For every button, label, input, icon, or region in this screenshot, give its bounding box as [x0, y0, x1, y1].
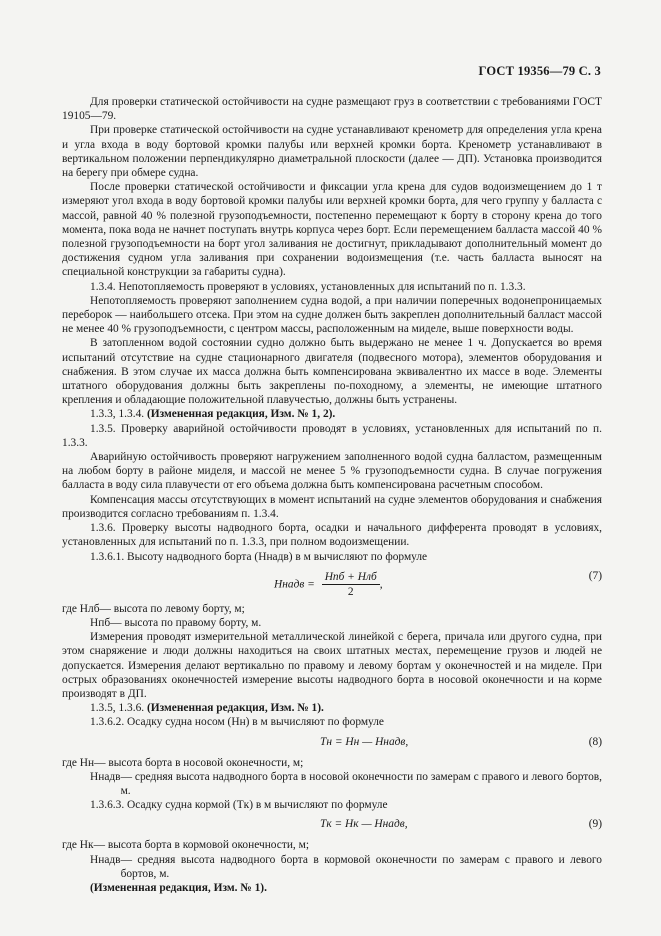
- formula-number: (7): [588, 569, 602, 582]
- definition-text: — средняя высота надводного борта в носовой оконечности по замерам с правого и левого бортов, м.: [120, 770, 602, 797]
- formula-expression: Tн = Hн — Hнадв,: [320, 735, 409, 748]
- paragraph: В затопленном водой состоянии судно должно быть выдержано не менее 1 ч. Допускается во время испытаний отсутствие на судне стационарного двигателя (подвесного мотора), элементов оборудования и снабжения. В этом случае их масса должна быть компенсирована эквивалентно их массе в воде. Элементы штатного оборудования должны быть закреплены по-походному, а элементы, не имеющие штатного крепления и обладающие положительной плавучестью, должны быть устранены.: [62, 337, 602, 407]
- paragraph: Компенсация массы отсутствующих в момент испытаний на судне элементов оборудования и снабжения производится согласно требованиям п. 1.3.4.: [62, 493, 602, 520]
- definition-text: — высота борта в носовой оконечности, м;: [94, 756, 304, 769]
- formula-number: (9): [588, 818, 602, 831]
- paragraph: При проверке статической остойчивости на судне устанавливают кренометр для определения угла крена и угла входа в воду бортовой кромки палубы или верхней кромки борта. Кренометр устанавливают в вертикальном положении перпендикулярно диаметральной плоскости (далее — ДП). Установка производится на берегу при обмере судна.: [62, 124, 602, 180]
- paragraph: 1.3.6.1. Высоту надводного борта (Hнадв) в м вычисляют по формуле: [90, 550, 428, 563]
- definition-symbol: где Hк: [62, 839, 94, 852]
- paragraph: Для проверки статической остойчивости на судне размещают груз в соответствии с требованиями ГОСТ 19105—79.: [62, 96, 602, 123]
- formula-7: [62, 566, 602, 600]
- formula-lhs: Hнадв =: [274, 578, 315, 591]
- paragraph: Аварийную остойчивость проверяют нагружением заполненного водой судна балластом, размещенным на любом борту в районе миделя, и массой не менее 5 % грузоподъемности судна. В случае погружения балласта в воду сила плавучести от его объема должна быть компенсирована расчетным способом.: [62, 451, 602, 492]
- definition-symbol: Hнадв: [90, 770, 121, 783]
- amendment-ref: 1.3.3, 1.3.4.: [90, 408, 147, 421]
- paragraph: Непотопляемость проверяют заполнением судна водой, а при наличии поперечных водонепроницаемых переборок — наибольшего отсека. При этом на судне должен быть закреплен дополнительный балласт массой не менее 40 % грузоподъемности, с центром массы, расположенным на миделе, выше поверхности воды.: [62, 294, 602, 336]
- definition: [62, 838, 602, 852]
- amendment-text: (Измененная редакция, Изм. № 1, 2).: [146, 408, 336, 421]
- amendment-ref: 1.3.5, 1.3.6.: [90, 702, 147, 715]
- amendment-text: (Измененная редакция, Изм. № 1).: [146, 702, 324, 715]
- definition-text: — высота по левому борту, м;: [99, 602, 245, 615]
- definition-text: — средняя высота надводного борта в кормовой оконечности по замерам с правого и левого бортов, м.: [120, 853, 602, 880]
- definition-text: — высота по правому борту, м.: [110, 616, 262, 629]
- definition: [62, 770, 602, 798]
- paragraph: Измерения проводят измерительной металлической линейкой с берега, причала или другого судна, при этом снаряжение и люди должны находиться на своих штатных местах, перемещение грузов и людей не допускается. Измерения делают вертикально по правому и левому бортам у оконечностей и на миделе. При острых образованиях оконечностей измерение высоты надводного борта в носовой оконечности и на корме производят в ДП.: [62, 631, 602, 700]
- formula-8: [62, 732, 602, 754]
- definition: [62, 756, 602, 770]
- paragraph: 1.3.6.3. Осадку судна кормой (Tк) в м вычисляют по формуле: [90, 799, 388, 812]
- amendment-note: [62, 407, 602, 421]
- formula-tail: ,: [379, 578, 383, 591]
- definition-symbol: где Hлб: [62, 602, 100, 615]
- definition-text: — высота борта в кормовой оконечности, м;: [93, 839, 309, 852]
- paragraph: 1.3.6. Проверку высоты надводного борта, осадки и начального дифферента проводят в условиях, установленных для испытаний по п. 1.3.3, при полном водоизмещении.: [62, 522, 602, 549]
- paragraph: После проверки статической остойчивости и фиксации угла крена для судов водоизмещением до 1 т измеряют угол входа в воду бортовой кромки палубы или верхней кромки борта, для чего группу у балласта с массой, равной 40 % полезной грузоподъемности, постепенно перемещают к борту в сторону крена до того момента, пока вода не начнет поступать внутрь корпуса через борт. Если перемещением балласта массой 40 % полезной грузоподъемности на борт угол заливания не достигнут, прикладывают дополнительный момент до достижения судном угла заливания при сохранении водоизмещения (т.е. часть балласта выносят на специальной конструкции за габариты судна).: [62, 181, 602, 279]
- formula-expression: Tк = Hк — Hнадв,: [320, 818, 408, 831]
- paragraph: 1.3.5. Проверку аварийной остойчивости проводят в условиях, установленных для испытаний по п. 1.3.3.: [62, 422, 602, 449]
- amendment-note: (Измененная редакция, Изм. № 1).: [90, 881, 267, 894]
- definition-symbol: где Hн: [62, 756, 95, 769]
- formula-9: [62, 814, 602, 836]
- definition: [62, 602, 602, 616]
- fraction-numerator: Hпб + Hлб: [322, 570, 380, 585]
- paragraph: 1.3.6.2. Осадку судна носом (Hн) в м вычисляют по формуле: [90, 716, 384, 729]
- formula-fraction: [322, 570, 380, 599]
- paragraph: 1.3.4. Непотопляемость проверяют в условиях, установленных для испытаний по п. 1.3.3.: [90, 280, 526, 293]
- definition-symbol: Hпб: [90, 616, 111, 629]
- formula-number: (8): [588, 735, 602, 748]
- page-header: ГОСТ 19356—79 С. 3: [478, 64, 601, 78]
- definition: [62, 616, 602, 630]
- document-body: [62, 95, 602, 895]
- definition: [62, 853, 602, 881]
- definition-symbol: Hнадв: [90, 853, 121, 866]
- fraction-denominator: 2: [347, 585, 354, 598]
- amendment-note: [62, 701, 602, 715]
